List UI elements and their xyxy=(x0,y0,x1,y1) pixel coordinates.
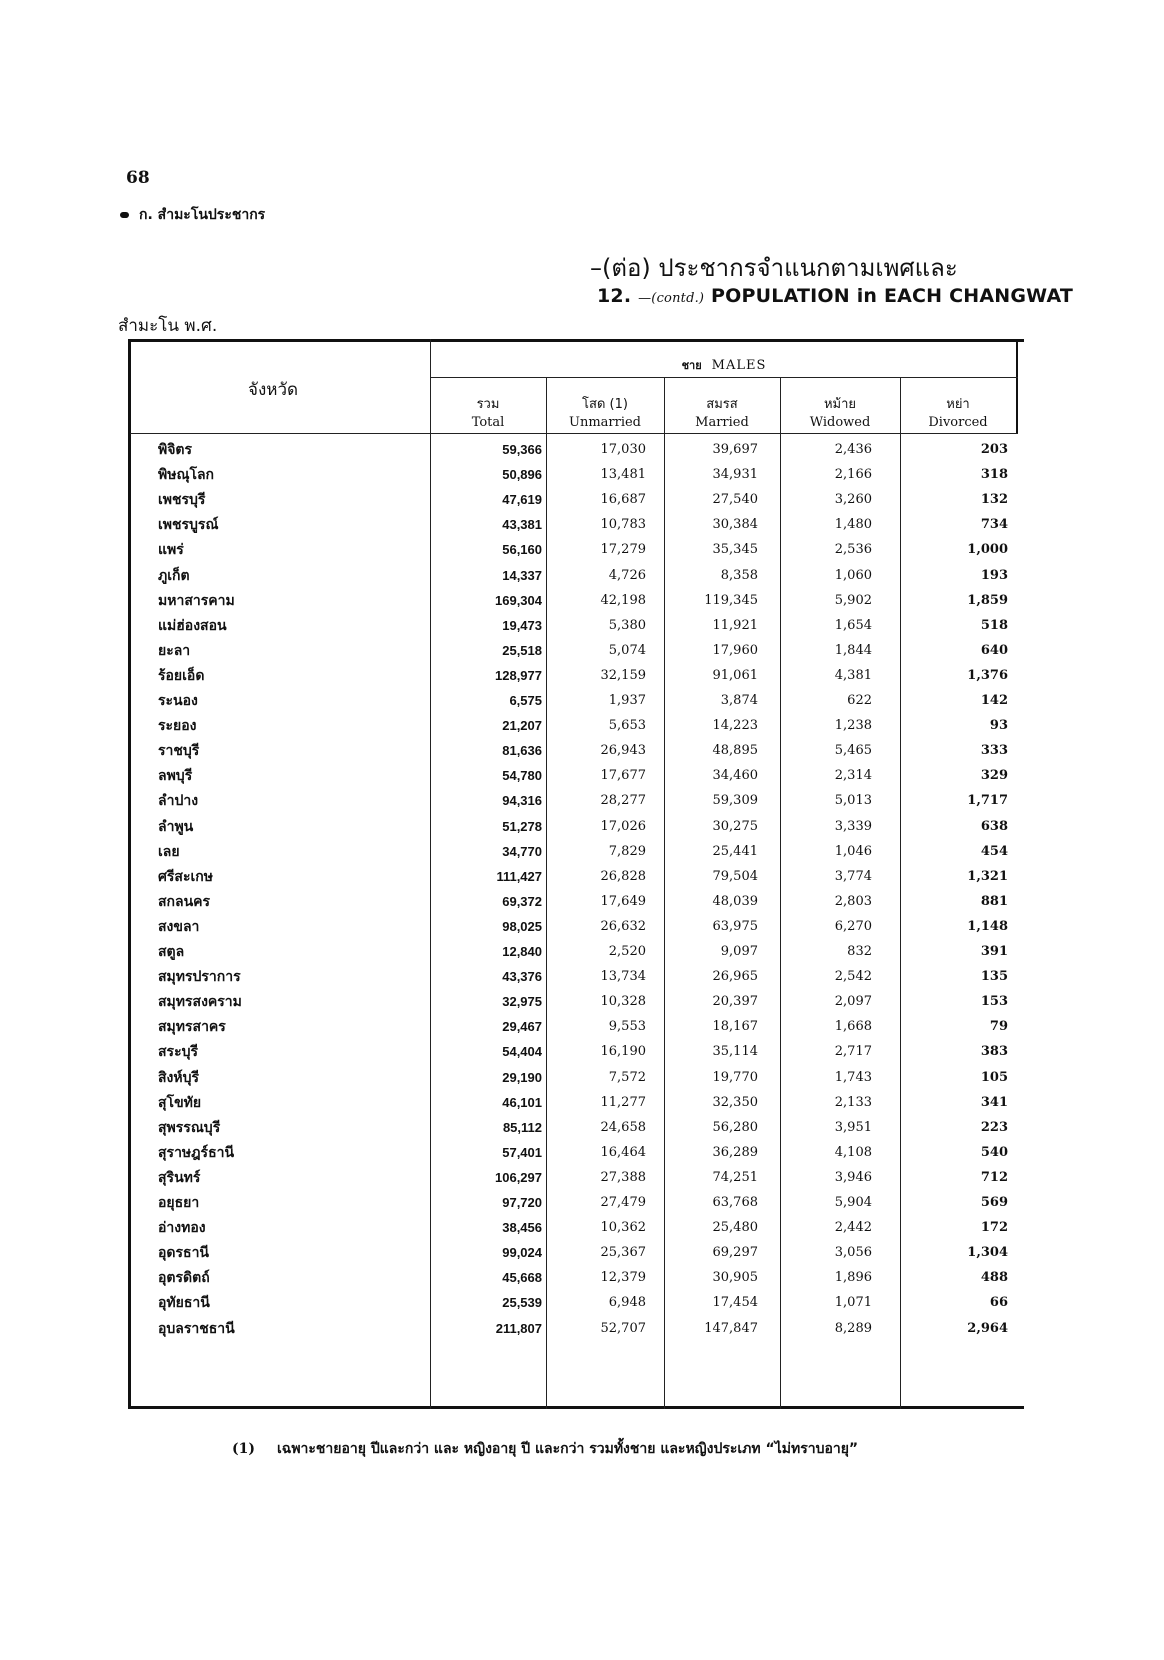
row-total: 12,840 xyxy=(502,944,542,959)
row-unmarried: 26,943 xyxy=(600,743,646,758)
row-widowed: 622 xyxy=(847,693,872,708)
row-divorced: 569 xyxy=(980,1195,1008,1210)
row-province: ยะลา xyxy=(158,643,191,659)
row-total: 19,473 xyxy=(502,618,542,633)
row-divorced: 135 xyxy=(980,969,1008,984)
row-widowed: 1,046 xyxy=(834,844,872,859)
row-married: 8,358 xyxy=(720,568,758,583)
row-married: 18,167 xyxy=(712,1019,758,1034)
row-widowed: 2,133 xyxy=(834,1095,872,1110)
row-widowed: 1,071 xyxy=(834,1295,872,1310)
row-province: เลย xyxy=(158,844,180,860)
row-divorced: 203 xyxy=(980,442,1008,457)
row-widowed: 2,717 xyxy=(834,1044,872,1059)
row-widowed: 2,542 xyxy=(834,969,872,984)
row-province: ศรีสะเกษ xyxy=(158,869,213,885)
header-total xyxy=(430,396,546,432)
row-total: 94,316 xyxy=(502,793,542,808)
row-total: 25,539 xyxy=(502,1295,542,1310)
table-row xyxy=(128,916,1024,942)
row-married: 59,309 xyxy=(712,793,758,808)
row-total: 54,404 xyxy=(502,1044,542,1059)
row-total: 81,636 xyxy=(502,743,542,758)
row-total: 85,112 xyxy=(502,1120,542,1135)
title-en-contd: —(contd.) xyxy=(638,291,705,306)
row-unmarried: 2,520 xyxy=(608,944,646,959)
row-unmarried: 5,380 xyxy=(608,618,646,633)
header-separator xyxy=(130,433,1018,434)
row-widowed: 5,902 xyxy=(834,593,872,608)
row-province: อุดรธานี xyxy=(158,1245,209,1261)
row-unmarried: 17,030 xyxy=(600,442,646,457)
row-total: 43,381 xyxy=(502,517,542,532)
row-unmarried: 16,190 xyxy=(600,1044,646,1059)
row-married: 36,289 xyxy=(712,1145,758,1160)
table-row xyxy=(128,765,1024,791)
header-total-en: Total xyxy=(471,415,505,430)
row-province: พิจิตร xyxy=(158,442,193,458)
row-unmarried: 17,279 xyxy=(600,542,646,557)
row-widowed: 5,465 xyxy=(834,743,872,758)
table-row xyxy=(128,841,1024,867)
title-en-rest: POPULATION in EACH CHANGWAT xyxy=(711,285,1074,307)
row-total: 47,619 xyxy=(502,492,542,507)
row-province: สงขลา xyxy=(158,919,200,935)
row-unmarried: 28,277 xyxy=(600,793,646,808)
row-total: 59,366 xyxy=(502,442,542,457)
row-province: อยุธยา xyxy=(158,1195,200,1211)
row-married: 30,905 xyxy=(712,1270,758,1285)
row-total: 29,190 xyxy=(502,1070,542,1085)
row-total: 21,207 xyxy=(502,718,542,733)
table-row xyxy=(128,464,1024,490)
row-total: 128,977 xyxy=(495,668,542,683)
row-divorced: 712 xyxy=(980,1170,1008,1185)
row-widowed: 3,774 xyxy=(834,869,872,884)
row-total: 38,456 xyxy=(502,1220,542,1235)
row-province: พิษณุโลก xyxy=(158,467,215,483)
row-married: 69,297 xyxy=(712,1245,758,1260)
row-widowed: 8,289 xyxy=(834,1321,872,1336)
row-total: 111,427 xyxy=(496,869,542,884)
table-row xyxy=(128,941,1024,967)
row-province: สมุทรสงคราม xyxy=(158,994,242,1010)
row-total: 14,337 xyxy=(502,568,542,583)
row-divorced: 540 xyxy=(980,1145,1008,1160)
row-unmarried: 11,277 xyxy=(600,1095,646,1110)
row-divorced: 318 xyxy=(980,467,1008,482)
row-total: 46,101 xyxy=(502,1095,542,1110)
row-widowed: 3,056 xyxy=(834,1245,872,1260)
table-row xyxy=(128,966,1024,992)
table-row xyxy=(128,1167,1024,1193)
row-total: 169,304 xyxy=(495,593,542,608)
row-divorced: 734 xyxy=(980,517,1008,532)
row-province: เพชรบุรี xyxy=(158,492,206,508)
row-widowed: 3,946 xyxy=(834,1170,872,1185)
row-province: สมุทรสาคร xyxy=(158,1019,226,1035)
table-row xyxy=(128,640,1024,666)
row-married: 34,460 xyxy=(712,768,758,783)
table-row xyxy=(128,690,1024,716)
header-males-thai: ชาย xyxy=(681,359,702,372)
row-widowed: 1,668 xyxy=(834,1019,872,1034)
row-unmarried: 10,783 xyxy=(600,517,646,532)
row-unmarried: 26,828 xyxy=(600,869,646,884)
row-widowed: 3,339 xyxy=(834,819,872,834)
group-separator xyxy=(430,377,1018,378)
row-married: 25,441 xyxy=(712,844,758,859)
row-total: 56,160 xyxy=(502,542,542,557)
row-province: สตูล xyxy=(158,944,185,960)
row-widowed: 2,436 xyxy=(834,442,872,457)
row-divorced: 193 xyxy=(980,568,1008,583)
row-total: 51,278 xyxy=(502,819,542,834)
row-divorced: 142 xyxy=(980,693,1008,708)
row-married: 26,965 xyxy=(712,969,758,984)
header-unmarried-en: Unmarried xyxy=(568,415,641,430)
table-row xyxy=(128,1217,1024,1243)
row-total: 43,376 xyxy=(502,969,542,984)
row-unmarried: 25,367 xyxy=(600,1245,646,1260)
bullet-icon xyxy=(120,212,129,218)
row-unmarried: 17,026 xyxy=(600,819,646,834)
footnote xyxy=(232,1438,858,1460)
row-unmarried: 4,726 xyxy=(608,568,646,583)
row-total: 54,780 xyxy=(502,768,542,783)
title-en-number: 12. xyxy=(597,285,632,307)
row-divorced: 881 xyxy=(980,894,1008,909)
row-unmarried: 1,937 xyxy=(608,693,646,708)
row-widowed: 1,844 xyxy=(834,643,872,658)
row-divorced: 640 xyxy=(980,643,1008,658)
row-unmarried: 17,677 xyxy=(600,768,646,783)
row-married: 9,097 xyxy=(720,944,758,959)
row-province: อุทัยธานี xyxy=(158,1295,210,1311)
table-row xyxy=(128,866,1024,892)
row-widowed: 2,442 xyxy=(834,1220,872,1235)
row-province: สกลนคร xyxy=(158,894,211,910)
table-row xyxy=(128,565,1024,591)
header-divorced-en: Divorced xyxy=(928,415,988,430)
header-married xyxy=(664,396,780,432)
row-married: 56,280 xyxy=(712,1120,758,1135)
table-row xyxy=(128,1016,1024,1042)
row-province: สมุทรปราการ xyxy=(158,969,241,985)
row-divorced: 1,717 xyxy=(967,793,1008,808)
row-unmarried: 7,572 xyxy=(608,1070,646,1085)
row-widowed: 3,951 xyxy=(834,1120,872,1135)
row-total: 99,024 xyxy=(502,1245,542,1260)
table-row xyxy=(128,1142,1024,1168)
row-unmarried: 13,734 xyxy=(600,969,646,984)
row-unmarried: 13,481 xyxy=(600,467,646,482)
row-married: 91,061 xyxy=(712,668,758,683)
row-unmarried: 42,198 xyxy=(600,593,646,608)
row-province: อ่างทอง xyxy=(158,1220,206,1236)
row-unmarried: 17,649 xyxy=(600,894,646,909)
row-province: มหาสารคาม xyxy=(158,593,235,609)
row-married: 35,345 xyxy=(712,542,758,557)
row-total: 29,467 xyxy=(502,1019,542,1034)
row-married: 63,975 xyxy=(712,919,758,934)
row-total: 25,518 xyxy=(502,643,542,658)
row-married: 119,345 xyxy=(704,593,758,608)
table-row xyxy=(128,1267,1024,1293)
table-row xyxy=(128,539,1024,565)
header-males-en: MALES xyxy=(711,358,767,373)
row-total: 211,807 xyxy=(495,1321,542,1336)
row-divorced: 2,964 xyxy=(967,1321,1008,1336)
row-widowed: 1,238 xyxy=(834,718,872,733)
table-row xyxy=(128,665,1024,691)
header-widowed-en: Widowed xyxy=(809,415,871,430)
table-row xyxy=(128,1192,1024,1218)
row-province: สุโขทัย xyxy=(158,1095,202,1111)
header-divorced xyxy=(900,396,1016,432)
footnote-mark: (1) xyxy=(232,1441,255,1457)
row-unmarried: 12,379 xyxy=(600,1270,646,1285)
table-row xyxy=(128,1242,1024,1268)
footnote-text: เฉพาะชายอายุ ปีและกว่า และ หญิงอายุ ปี และกว่า รวมทั้งชาย และหญิงประเภท “ไม่ทราบอายุ” xyxy=(277,1441,859,1457)
row-divorced: 1,148 xyxy=(967,919,1008,934)
row-unmarried: 5,074 xyxy=(608,643,646,658)
row-unmarried: 24,658 xyxy=(600,1120,646,1135)
row-unmarried: 5,653 xyxy=(608,718,646,733)
row-unmarried: 27,388 xyxy=(600,1170,646,1185)
row-unmarried: 27,479 xyxy=(600,1195,646,1210)
table-row xyxy=(128,790,1024,816)
page-number: 68 xyxy=(126,168,150,188)
row-married: 34,931 xyxy=(712,467,758,482)
title-en xyxy=(597,285,1073,307)
row-divorced: 333 xyxy=(980,743,1008,758)
table-row xyxy=(128,715,1024,741)
row-unmarried: 16,687 xyxy=(600,492,646,507)
row-unmarried: 9,553 xyxy=(608,1019,646,1034)
header-divorced-thai: หย่า xyxy=(946,397,970,412)
row-province: ร้อยเอ็ด xyxy=(158,668,205,684)
row-married: 32,350 xyxy=(712,1095,758,1110)
row-province: ภูเก็ต xyxy=(158,568,190,584)
row-widowed: 1,060 xyxy=(834,568,872,583)
row-married: 48,039 xyxy=(712,894,758,909)
row-married: 30,384 xyxy=(712,517,758,532)
census-label: สำมะโน พ.ศ. xyxy=(118,316,218,336)
row-total: 97,720 xyxy=(502,1195,542,1210)
row-divorced: 172 xyxy=(980,1220,1008,1235)
row-married: 14,223 xyxy=(712,718,758,733)
row-divorced: 1,376 xyxy=(967,668,1008,683)
row-widowed: 2,803 xyxy=(834,894,872,909)
row-widowed: 6,270 xyxy=(834,919,872,934)
row-married: 30,275 xyxy=(712,819,758,834)
row-widowed: 1,743 xyxy=(834,1070,872,1085)
table-right-rule xyxy=(1016,339,1018,434)
table-row xyxy=(128,740,1024,766)
section-heading xyxy=(120,204,265,226)
row-divorced: 223 xyxy=(980,1120,1008,1135)
row-widowed: 1,896 xyxy=(834,1270,872,1285)
row-married: 63,768 xyxy=(712,1195,758,1210)
row-married: 25,480 xyxy=(712,1220,758,1235)
row-divorced: 153 xyxy=(980,994,1008,1009)
row-unmarried: 10,362 xyxy=(600,1220,646,1235)
row-divorced: 329 xyxy=(980,768,1008,783)
row-divorced: 454 xyxy=(980,844,1008,859)
table-row xyxy=(128,514,1024,540)
row-unmarried: 26,632 xyxy=(600,919,646,934)
header-province: จังหวัด xyxy=(248,380,299,400)
row-married: 74,251 xyxy=(712,1170,758,1185)
row-divorced: 66 xyxy=(989,1295,1008,1310)
header-males xyxy=(430,356,1018,374)
row-province: สิงห์บุรี xyxy=(158,1070,200,1086)
row-divorced: 341 xyxy=(980,1095,1008,1110)
row-total: 57,401 xyxy=(502,1145,542,1160)
row-province: ลำพูน xyxy=(158,819,194,835)
row-married: 11,921 xyxy=(712,618,758,633)
row-unmarried: 16,464 xyxy=(600,1145,646,1160)
row-divorced: 132 xyxy=(980,492,1008,507)
row-widowed: 2,166 xyxy=(834,467,872,482)
header-married-en: Married xyxy=(695,415,749,430)
row-province: ราชบุรี xyxy=(158,743,200,759)
row-total: 106,297 xyxy=(495,1170,542,1185)
row-province: ระนอง xyxy=(158,693,198,709)
table-row xyxy=(128,489,1024,515)
table-row xyxy=(128,590,1024,616)
row-divorced: 488 xyxy=(980,1270,1008,1285)
row-province: แม่ฮ่องสอน xyxy=(158,618,227,634)
header-unmarried xyxy=(546,396,664,432)
row-divorced: 383 xyxy=(980,1044,1008,1059)
row-divorced: 1,321 xyxy=(967,869,1008,884)
row-married: 20,397 xyxy=(712,994,758,1009)
row-married: 17,454 xyxy=(712,1295,758,1310)
row-province: อุตรดิตถ์ xyxy=(158,1270,210,1286)
table-row xyxy=(128,1092,1024,1118)
row-province: ลพบุรี xyxy=(158,768,193,784)
row-unmarried: 10,328 xyxy=(600,994,646,1009)
row-widowed: 2,314 xyxy=(834,768,872,783)
row-widowed: 832 xyxy=(847,944,872,959)
row-divorced: 1,000 xyxy=(967,542,1008,557)
row-divorced: 105 xyxy=(980,1070,1008,1085)
table-row xyxy=(128,1292,1024,1318)
row-unmarried: 32,159 xyxy=(600,668,646,683)
row-widowed: 4,381 xyxy=(834,668,872,683)
row-province: แพร่ xyxy=(158,542,184,558)
row-province: ระยอง xyxy=(158,718,197,734)
row-total: 32,975 xyxy=(502,994,542,1009)
row-divorced: 638 xyxy=(980,819,1008,834)
table-row xyxy=(128,891,1024,917)
row-province: สระบุรี xyxy=(158,1044,198,1060)
row-widowed: 2,097 xyxy=(834,994,872,1009)
row-married: 35,114 xyxy=(712,1044,758,1059)
row-married: 147,847 xyxy=(704,1321,758,1336)
row-married: 19,770 xyxy=(712,1070,758,1085)
row-widowed: 1,654 xyxy=(834,618,872,633)
row-total: 98,025 xyxy=(502,919,542,934)
row-unmarried: 7,829 xyxy=(608,844,646,859)
header-widowed-thai: หม้าย xyxy=(823,397,857,412)
row-married: 79,504 xyxy=(712,869,758,884)
header-widowed xyxy=(780,396,900,432)
row-widowed: 3,260 xyxy=(834,492,872,507)
table-row xyxy=(128,1041,1024,1067)
row-married: 27,540 xyxy=(712,492,758,507)
table-row xyxy=(128,1318,1024,1344)
row-divorced: 391 xyxy=(980,944,1008,959)
table-row xyxy=(128,439,1024,465)
row-divorced: 518 xyxy=(980,618,1008,633)
row-divorced: 1,859 xyxy=(967,593,1008,608)
row-divorced: 93 xyxy=(989,718,1008,733)
row-married: 17,960 xyxy=(712,643,758,658)
row-province: สุพรรณบุรี xyxy=(158,1120,221,1136)
row-province: อุบลราชธานี xyxy=(158,1321,235,1337)
row-total: 6,575 xyxy=(509,693,542,708)
title-thai: –(ต่อ) ประชากรจำแนกตามเพศและ xyxy=(590,254,958,282)
row-province: สุราษฎร์ธานี xyxy=(158,1145,235,1161)
row-widowed: 5,013 xyxy=(834,793,872,808)
row-unmarried: 6,948 xyxy=(608,1295,646,1310)
row-province: สุรินทร์ xyxy=(158,1170,201,1186)
row-married: 48,895 xyxy=(712,743,758,758)
row-total: 69,372 xyxy=(502,894,542,909)
table-row xyxy=(128,816,1024,842)
table-row xyxy=(128,1067,1024,1093)
row-unmarried: 52,707 xyxy=(600,1321,646,1336)
row-divorced: 1,304 xyxy=(967,1245,1008,1260)
table-row xyxy=(128,1117,1024,1143)
row-total: 34,770 xyxy=(502,844,542,859)
row-widowed: 5,904 xyxy=(834,1195,872,1210)
table-row xyxy=(128,615,1024,641)
header-married-thai: สมรส xyxy=(706,397,738,412)
row-widowed: 2,536 xyxy=(834,542,872,557)
row-total: 50,896 xyxy=(502,467,542,482)
row-married: 3,874 xyxy=(720,693,758,708)
row-widowed: 4,108 xyxy=(834,1145,872,1160)
row-married: 39,697 xyxy=(712,442,758,457)
row-divorced: 79 xyxy=(989,1019,1008,1034)
row-widowed: 1,480 xyxy=(834,517,872,532)
row-province: เพชรบูรณ์ xyxy=(158,517,219,533)
section-heading-text: ก. สำมะโนประชากร xyxy=(139,207,266,223)
header-unmarried-thai: โสด (1) xyxy=(582,397,628,412)
table-row xyxy=(128,991,1024,1017)
row-province: ลำปาง xyxy=(158,793,199,809)
row-total: 45,668 xyxy=(502,1270,542,1285)
header-total-thai: รวม xyxy=(476,397,500,412)
